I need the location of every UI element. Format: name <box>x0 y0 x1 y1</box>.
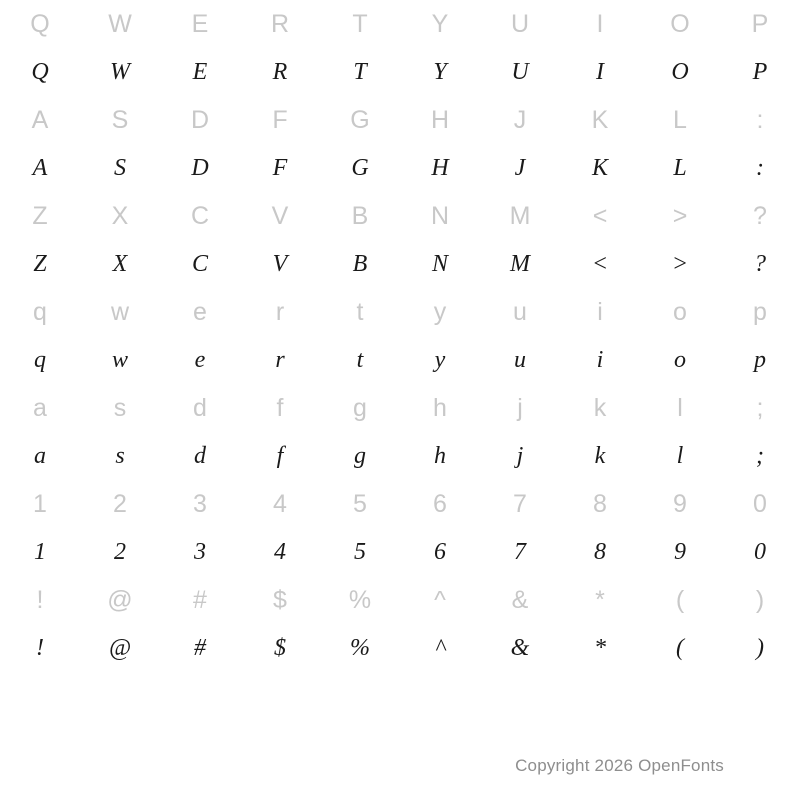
reference-glyph: f <box>276 393 284 422</box>
reference-glyph: # <box>193 585 207 614</box>
sample-glyph: h <box>434 443 446 469</box>
reference-glyph: k <box>593 393 607 422</box>
sample-glyph: y <box>434 347 446 373</box>
sample-glyph: w <box>111 347 128 373</box>
reference-glyph: ! <box>36 585 44 614</box>
sample-glyph: @ <box>108 635 132 661</box>
sample-row <box>0 144 800 192</box>
reference-glyph: 6 <box>433 489 447 518</box>
reference-glyph: O <box>670 9 690 38</box>
reference-glyph: F <box>272 105 288 134</box>
sample-glyph: d <box>194 443 206 469</box>
reference-glyph: 0 <box>753 489 767 518</box>
reference-glyph: % <box>348 585 372 614</box>
reference-row <box>0 0 800 48</box>
sample-glyph: Z <box>33 251 47 277</box>
copyright-notice: Copyright 2026 OpenFonts <box>515 756 724 775</box>
reference-glyph: X <box>111 201 129 230</box>
sample-glyph: k <box>594 443 606 469</box>
reference-glyph: y <box>433 297 447 326</box>
sample-glyph: X <box>112 251 128 277</box>
sample-glyph: ( <box>676 635 684 661</box>
reference-glyph: I <box>596 9 604 38</box>
reference-glyph: Q <box>30 9 50 38</box>
reference-row <box>0 192 800 240</box>
reference-glyph: B <box>351 201 369 230</box>
sample-glyph: 9 <box>674 539 686 565</box>
sample-glyph: T <box>353 59 367 85</box>
sample-row <box>0 624 800 672</box>
reference-glyph: i <box>597 297 603 326</box>
reference-glyph: E <box>191 9 209 38</box>
sample-glyph: ^ <box>434 635 446 661</box>
reference-glyph: t <box>356 297 364 326</box>
reference-glyph: ( <box>675 585 685 614</box>
sample-glyph: U <box>511 59 529 85</box>
sample-glyph: % <box>350 635 370 661</box>
sample-glyph: K <box>591 155 608 181</box>
sample-glyph: I <box>596 59 604 85</box>
sample-glyph: o <box>674 347 686 373</box>
reference-glyph: j <box>517 393 523 422</box>
reference-glyph: > <box>672 201 688 230</box>
reference-glyph: s <box>113 393 127 422</box>
reference-row <box>0 96 800 144</box>
reference-row <box>0 384 800 432</box>
sample-glyph: > <box>671 251 689 277</box>
sample-row <box>0 48 800 96</box>
reference-glyph: @ <box>107 585 133 614</box>
sample-glyph: J <box>514 155 526 181</box>
sample-glyph: g <box>354 443 366 469</box>
sample-glyph: # <box>194 635 206 661</box>
sample-glyph: W <box>110 59 130 85</box>
reference-glyph: 5 <box>353 489 367 518</box>
sample-glyph: S <box>114 155 126 181</box>
reference-glyph: $ <box>273 585 287 614</box>
sample-glyph: D <box>191 155 209 181</box>
sample-glyph: 7 <box>514 539 526 565</box>
sample-glyph: P <box>752 59 768 85</box>
reference-glyph: 9 <box>673 489 687 518</box>
sample-glyph: ) <box>756 635 764 661</box>
reference-glyph: g <box>353 393 367 422</box>
reference-glyph: D <box>190 105 210 134</box>
sample-row <box>0 432 800 480</box>
reference-glyph: r <box>275 297 285 326</box>
sample-glyph: N <box>431 251 448 277</box>
reference-glyph: N <box>430 201 450 230</box>
reference-glyph: J <box>513 105 527 134</box>
reference-glyph: p <box>753 297 767 326</box>
sample-glyph: t <box>356 347 364 373</box>
reference-glyph: ^ <box>434 585 446 614</box>
reference-glyph: H <box>430 105 450 134</box>
sample-row <box>0 336 800 384</box>
reference-row <box>0 576 800 624</box>
sample-glyph: M <box>510 251 530 277</box>
sample-glyph: : <box>756 155 764 181</box>
reference-glyph: 7 <box>513 489 527 518</box>
reference-glyph: U <box>510 9 530 38</box>
sample-glyph: & <box>510 635 530 661</box>
reference-glyph: 2 <box>113 489 127 518</box>
reference-glyph: R <box>270 9 290 38</box>
sample-glyph: 2 <box>114 539 126 565</box>
reference-glyph: * <box>595 585 605 614</box>
reference-glyph: ) <box>755 585 765 614</box>
reference-glyph: M <box>509 201 531 230</box>
sample-glyph: f <box>276 443 284 469</box>
reference-glyph: G <box>350 105 370 134</box>
reference-glyph: & <box>511 585 529 614</box>
sample-glyph: L <box>673 155 687 181</box>
sample-row <box>0 528 800 576</box>
reference-glyph: S <box>111 105 129 134</box>
sample-glyph: E <box>192 59 208 85</box>
reference-glyph: A <box>31 105 49 134</box>
sample-glyph: Y <box>433 59 447 85</box>
reference-glyph: 4 <box>273 489 287 518</box>
reference-glyph: P <box>751 9 769 38</box>
sample-glyph: < <box>591 251 609 277</box>
reference-glyph: Y <box>431 9 449 38</box>
sample-glyph: r <box>275 347 285 373</box>
sample-glyph: p <box>754 347 766 373</box>
sample-glyph: B <box>352 251 368 277</box>
sample-glyph: H <box>431 155 449 181</box>
reference-glyph: V <box>271 201 289 230</box>
reference-glyph: l <box>677 393 683 422</box>
reference-glyph: T <box>352 9 368 38</box>
sample-glyph: a <box>34 443 46 469</box>
reference-glyph: q <box>33 297 47 326</box>
sample-glyph: s <box>115 443 125 469</box>
sample-glyph: q <box>34 347 46 373</box>
reference-glyph: h <box>433 393 447 422</box>
reference-glyph: e <box>193 297 207 326</box>
reference-glyph: a <box>33 393 47 422</box>
sample-row <box>0 240 800 288</box>
reference-glyph: L <box>673 105 687 134</box>
sample-glyph: i <box>596 347 604 373</box>
reference-glyph: W <box>108 9 132 38</box>
sample-glyph: ; <box>756 443 764 469</box>
sample-glyph: 8 <box>594 539 606 565</box>
reference-glyph: o <box>673 297 687 326</box>
sample-glyph: R <box>272 59 288 85</box>
reference-row <box>0 480 800 528</box>
sample-glyph: C <box>191 251 208 277</box>
reference-glyph: d <box>193 393 207 422</box>
sample-glyph: 4 <box>274 539 286 565</box>
sample-glyph: Q <box>31 59 49 85</box>
sample-glyph: l <box>676 443 684 469</box>
reference-glyph: : <box>756 105 764 134</box>
reference-glyph: ? <box>753 201 767 230</box>
sample-glyph: A <box>32 155 48 181</box>
sample-glyph: O <box>671 59 689 85</box>
sample-glyph: 1 <box>34 539 46 565</box>
reference-glyph: 3 <box>193 489 207 518</box>
sample-glyph: 3 <box>194 539 206 565</box>
sample-glyph: j <box>516 443 524 469</box>
reference-glyph: < <box>592 201 608 230</box>
sample-glyph: 5 <box>354 539 366 565</box>
reference-row <box>0 288 800 336</box>
sample-glyph: * <box>594 635 606 661</box>
sample-glyph: 0 <box>754 539 766 565</box>
sample-glyph: 6 <box>434 539 446 565</box>
sample-glyph: G <box>351 155 369 181</box>
sample-glyph: ! <box>36 635 44 661</box>
reference-glyph: u <box>513 297 527 326</box>
sample-glyph: V <box>272 251 288 277</box>
reference-glyph: 8 <box>593 489 607 518</box>
reference-glyph: ; <box>756 393 764 422</box>
sample-glyph: ? <box>754 251 766 277</box>
reference-glyph: 1 <box>33 489 47 518</box>
reference-glyph: w <box>110 297 130 326</box>
sample-glyph: $ <box>274 635 286 661</box>
reference-glyph: K <box>591 105 609 134</box>
sample-glyph: F <box>272 155 288 181</box>
sample-glyph: u <box>514 347 526 373</box>
sample-glyph: e <box>194 347 206 373</box>
reference-glyph: Z <box>32 201 48 230</box>
reference-glyph: C <box>190 201 210 230</box>
